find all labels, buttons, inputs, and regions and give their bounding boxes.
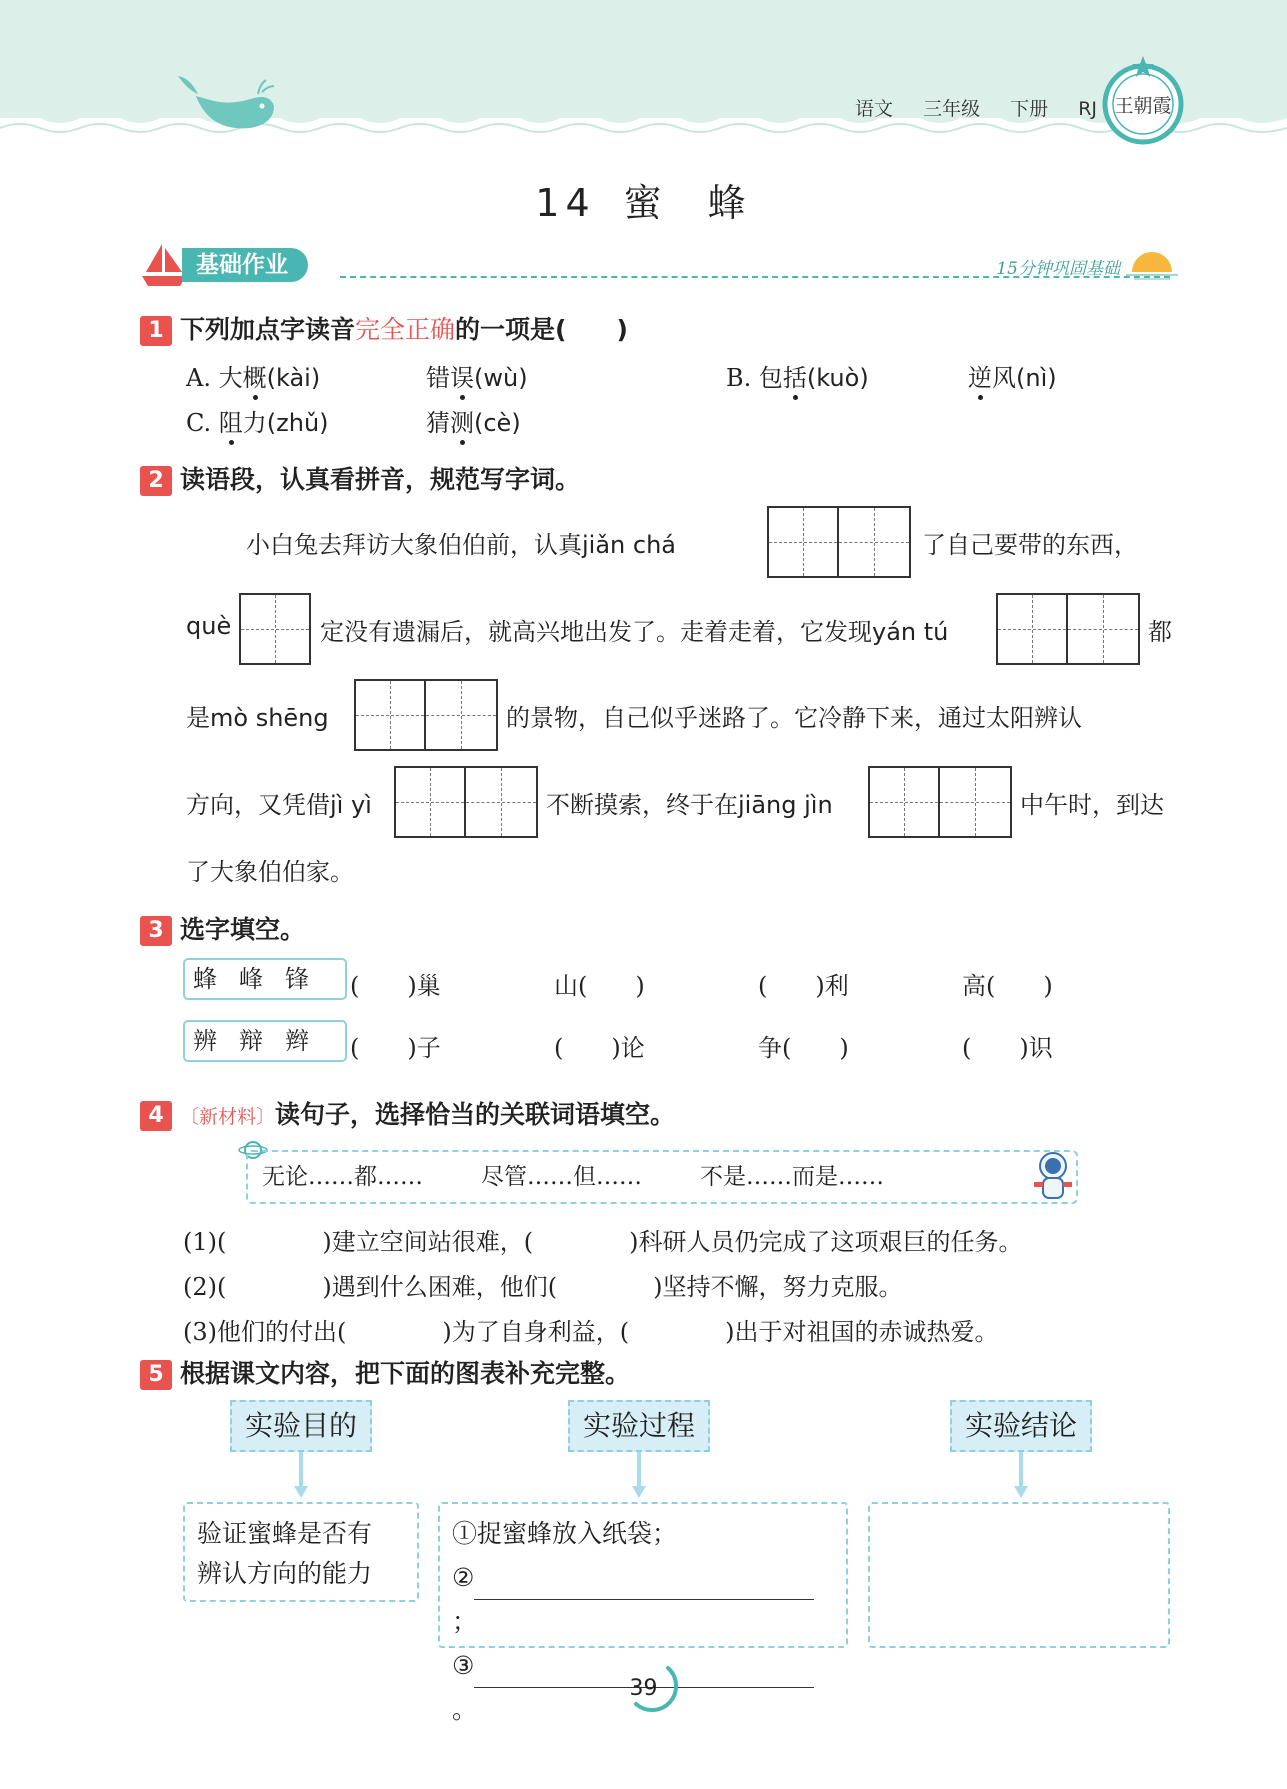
- brand-name: 王朝霞: [1114, 95, 1172, 117]
- pinyin-jian-cha: jiǎn chá: [582, 531, 676, 559]
- q3-r2-item4[interactable]: ( )识: [962, 1034, 1053, 1062]
- lesson-title-char1: 蜜: [623, 181, 668, 225]
- q2-line5: 了大象伯伯家。: [186, 858, 354, 886]
- q2-line4-end: 中午时，到达: [1020, 791, 1164, 819]
- q4-text: 读句子，选择恰当的关联词语填空。: [275, 1100, 676, 1129]
- question-1-number: 1: [140, 316, 172, 346]
- brand-logo: [1100, 52, 1186, 152]
- dotted-char: 测: [450, 409, 474, 437]
- q1-option-c-word2: 猜测(cè): [426, 409, 521, 437]
- q2-line4-mid: 不断摸索，终于在jiāng jìn: [546, 791, 833, 819]
- lesson-number: 14: [535, 181, 596, 225]
- q1-option-b-word2: 逆风(nì): [968, 364, 1057, 392]
- conclusion-box[interactable]: [868, 1502, 1170, 1648]
- q2-line1-text: 小白兔去拜访大象伯伯前，认真jiǎn chá: [246, 531, 676, 559]
- arrow-down-icon: [294, 1452, 308, 1500]
- writing-grid-jiang-jin[interactable]: [868, 766, 1012, 838]
- pinyin-yan-tu: yán tú: [872, 618, 949, 646]
- arrow-down-icon: [632, 1452, 646, 1500]
- q3-r1-item2[interactable]: 山( ): [554, 972, 645, 1000]
- conjunction-word-bank: [246, 1150, 1078, 1204]
- q3-r2-item1[interactable]: ( )子: [350, 1034, 441, 1062]
- question-2-number: 2: [140, 466, 172, 496]
- label-experiment-process: 实验过程: [568, 1400, 710, 1452]
- pinyin-que: què: [186, 612, 232, 640]
- subject-label: 语文: [855, 98, 894, 120]
- question-4-number: 4: [140, 1101, 172, 1131]
- process-step-2[interactable]: ②；: [452, 1556, 834, 1644]
- q2-line4-text: 方向，又凭借jì yì: [186, 791, 372, 819]
- writing-grid-jian-cha[interactable]: [767, 506, 911, 578]
- section-note: 15分钟巩固基础: [996, 259, 1120, 279]
- q1-option-a: A. 大概(kài): [186, 364, 321, 392]
- writing-grid-mo-sheng[interactable]: [354, 679, 498, 751]
- dotted-char: 括: [782, 364, 807, 392]
- q5-text: 根据课文内容，把下面的图表补充完整。: [180, 1359, 631, 1388]
- q4-sentence-1[interactable]: (1)( )建立空间站很难，( )科研人员仍完成了这项艰巨的任务。: [183, 1228, 1023, 1256]
- q2-line2-text: 定没有遗漏后，就高兴地出发了。走着走着，它发现yán tú: [320, 618, 949, 646]
- purpose-box: [183, 1502, 419, 1602]
- page-number: 39: [629, 1676, 658, 1701]
- q3-text: 选字填空。: [180, 915, 306, 944]
- q3-options-row2: 辨 辩 辫: [183, 1020, 347, 1062]
- book-info: [841, 94, 1097, 121]
- word-option-2: 尽管……但……: [481, 1164, 642, 1190]
- question-3-number: 3: [140, 916, 172, 946]
- question-4-heading: [140, 1095, 675, 1131]
- edition-label: RJ: [1078, 98, 1097, 120]
- whale-icon: [170, 72, 280, 134]
- dotted-char: 逆: [968, 364, 992, 392]
- section-label: 基础作业: [182, 248, 308, 282]
- label-experiment-conclusion: 实验结论: [950, 1400, 1092, 1452]
- question-1-heading: [140, 310, 628, 346]
- q2-text: 读语段，认真看拼音，规范写字词。: [180, 465, 581, 494]
- sun-icon: [1124, 240, 1180, 280]
- sailboat-icon: [140, 240, 188, 288]
- q2-line3-end: 的景物，自己似乎迷路了。它冷静下来，通过太阳辨认: [506, 704, 1082, 732]
- q2-line1-end: 了自己要带的东西，: [922, 531, 1138, 559]
- label-experiment-purpose: 实验目的: [230, 1400, 372, 1452]
- q1-option-a-word2: 错误(wù): [426, 364, 528, 392]
- section-header: [140, 240, 1180, 290]
- question-3-heading: [140, 910, 305, 946]
- q3-r1-item3[interactable]: ( )利: [758, 972, 849, 1000]
- grade-label: 三年级: [923, 98, 981, 120]
- q3-r2-item3[interactable]: 争( ): [758, 1034, 849, 1062]
- q1-option-b: B. 包括(kuò): [726, 364, 869, 392]
- pinyin-mo-sheng: mò shēng: [210, 704, 329, 732]
- arrow-down-icon: [1014, 1452, 1028, 1500]
- writing-grid-ji-yi[interactable]: [394, 766, 538, 838]
- process-step-1: ①捉蜜蜂放入纸袋；: [452, 1519, 678, 1548]
- q1-highlight: 完全正确: [355, 315, 456, 344]
- lesson-title-char2: 蜂: [707, 181, 752, 225]
- word-option-3: 不是……而是……: [700, 1164, 884, 1190]
- astronaut-icon: [1030, 1150, 1076, 1206]
- answer-blank[interactable]: [474, 1572, 814, 1600]
- question-5-heading: [140, 1354, 630, 1390]
- writing-grid-que[interactable]: [239, 593, 311, 665]
- volume-label: 下册: [1010, 98, 1049, 120]
- q3-r1-item4[interactable]: 高( ): [962, 972, 1053, 1000]
- header-band: [0, 0, 1287, 150]
- q3-r1-item1[interactable]: ( )巢: [350, 972, 441, 1000]
- dotted-char: 误: [450, 364, 474, 392]
- q2-line2-end: 都: [1148, 618, 1172, 646]
- writing-grid-yan-tu[interactable]: [996, 593, 1140, 665]
- purpose-line-1: 验证蜜蜂是否有: [197, 1519, 373, 1548]
- pinyin-jiang-jin: jiāng jìn: [738, 791, 833, 819]
- q2-line3-text: 是mò shēng: [186, 704, 329, 732]
- dotted-char: 阻: [218, 409, 243, 437]
- q4-sentence-2[interactable]: (2)( )遇到什么困难，他们( )坚持不懈，努力克服。: [183, 1273, 903, 1301]
- q1-option-c: C. 阻力(zhǔ): [186, 409, 329, 437]
- lesson-title: [0, 172, 1287, 227]
- question-2-heading: [140, 460, 580, 496]
- new-material-tag: 〔新材料〕: [180, 1106, 276, 1128]
- q3-r2-item2[interactable]: ( )论: [554, 1034, 645, 1062]
- question-5-number: 5: [140, 1360, 172, 1390]
- purpose-line-2: 辨认方向的能力: [197, 1559, 373, 1588]
- q1-text-after: 的一项是( ): [455, 315, 628, 344]
- word-option-1: 无论……都……: [262, 1164, 423, 1190]
- q3-options-row1: 蜂 峰 锋: [183, 958, 347, 1000]
- process-step-3[interactable]: ③。: [452, 1644, 834, 1732]
- q1-text-before: 下列加点字读音: [180, 315, 356, 344]
- q4-sentence-3[interactable]: (3)他们的付出( )为了自身利益，( )出于对祖国的赤诚热爱。: [183, 1318, 999, 1346]
- pinyin-ji-yi: jì yì: [330, 791, 372, 819]
- dotted-char: 概: [242, 364, 267, 392]
